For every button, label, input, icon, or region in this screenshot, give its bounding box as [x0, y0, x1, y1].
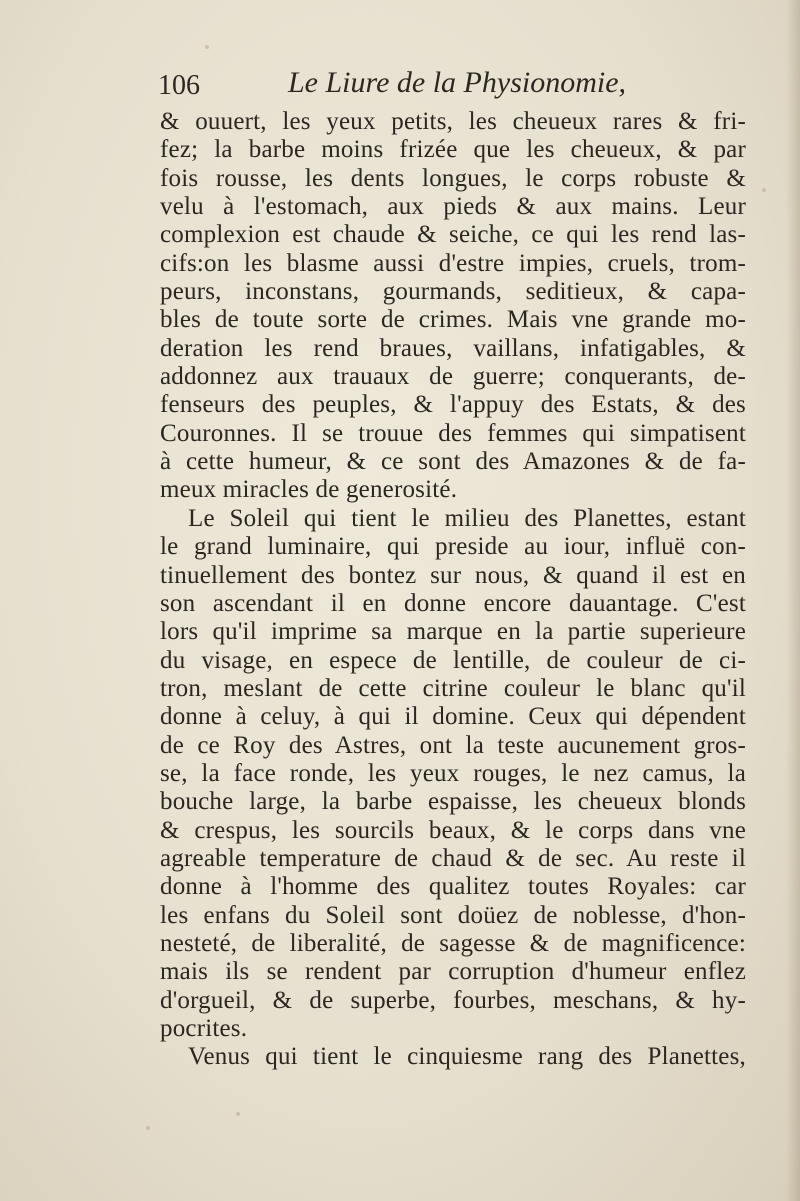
page-number: 106	[158, 70, 200, 101]
text-line: mais ils se rendent par corruption d'humeur enflez	[160, 958, 746, 986]
text-line: bouche large, la barbe espaisse, les cheueux blonds	[160, 788, 746, 816]
text-line: bles de toute sorte de crimes. Mais vne grande mo-	[160, 306, 746, 334]
page-edge-shadow	[786, 0, 800, 1201]
text-line: agreable temperature de chaud & de sec. Au reste il	[160, 844, 746, 872]
text-line: fois rousse, les dents longues, le corps robuste &	[160, 164, 746, 192]
paper-speck	[236, 1112, 240, 1116]
text-line: complexion est chaude & seiche, ce qui les rend las-	[160, 221, 746, 249]
paper-speck	[205, 45, 209, 49]
text-line: fez; la barbe moins frizée que les cheueux, & par	[160, 136, 746, 164]
text-line: Le Soleil qui tient le milieu des Planettes, estant	[188, 504, 746, 532]
text-line: les enfans du Soleil sont doüez de noblesse, d'hon-	[160, 901, 746, 929]
text-line: son ascendant il en donne encore dauantage. C'est	[160, 589, 746, 617]
text-line: tron, meslant de cette citrine couleur le blanc qu'il	[160, 674, 746, 702]
text-line: addonnez aux trauaux de guerre; conquerants, de-	[160, 363, 746, 391]
text-line: d'orgueil, & de superbe, fourbes, meschans, & hy-	[160, 986, 746, 1014]
text-line: se, la face ronde, les yeux rouges, le nez camus, la	[160, 759, 746, 787]
text-line: à cette humeur, & ce sont des Amazones & de fa-	[160, 448, 746, 476]
text-line: de ce Roy des Astres, ont la teste aucunement gros-	[160, 731, 746, 759]
running-title: Le Liure de la Physionomie,	[288, 66, 627, 99]
page-header	[158, 66, 638, 106]
text-line: fenseurs des peuples, & l'appuy des Estats, & des	[160, 391, 746, 419]
text-line: tinuellement des bontez sur nous, & quand il est en	[160, 561, 746, 589]
body-text	[160, 108, 746, 1072]
paper-speck	[762, 188, 766, 192]
text-line: cifs:on les blasme aussi d'estre impies, cruels, trom-	[160, 249, 746, 277]
text-line: le grand luminaire, qui preside au iour, influë con-	[160, 533, 746, 561]
text-line: lors qu'il imprime sa marque en la partie superieure	[160, 618, 746, 646]
text-line: Venus qui tient le cinquiesme rang des Planettes,	[188, 1043, 746, 1071]
text-line: donne à celuy, à qui il domine. Ceux qui dépendent	[160, 703, 746, 731]
text-line: deration les rend braues, vaillans, infatigables, &	[160, 334, 746, 362]
text-line: donne à l'homme des qualitez toutes Royales: car	[160, 873, 746, 901]
text-line: & crespus, les sourcils beaux, & le corps dans vne	[160, 816, 746, 844]
text-line: & ouuert, les yeux petits, les cheueux rares & fri-	[160, 108, 746, 135]
paper-speck	[146, 1126, 150, 1130]
text-line: peurs, inconstans, gourmands, seditieux, & capa-	[160, 278, 746, 306]
text-line: pocrites.	[160, 1015, 248, 1042]
text-line: meux miracles de generosité.	[160, 476, 458, 504]
text-line: velu à l'estomach, aux pieds & aux mains. Leur	[160, 193, 746, 221]
text-line: Couronnes. Il se trouue des femmes qui simpatisent	[160, 419, 746, 447]
text-line: du visage, en espece de lentille, de couleur de ci-	[160, 646, 746, 674]
text-line: nesteté, de liberalité, de sagesse & de magnificence:	[160, 929, 746, 957]
